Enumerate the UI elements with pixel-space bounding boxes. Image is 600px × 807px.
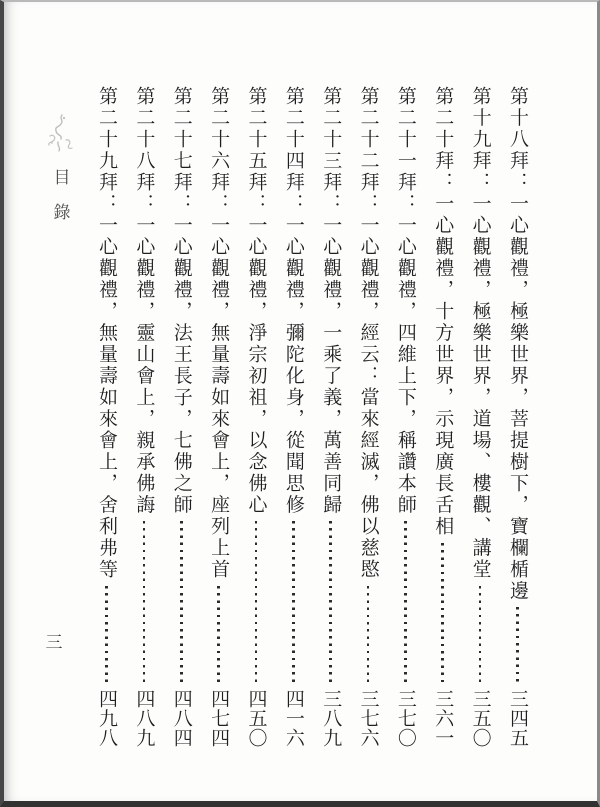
toc-leader-dots (105, 586, 108, 684)
toc-entry (505, 86, 530, 747)
toc-entry-page-number: 四一六 (282, 688, 304, 747)
toc-entry (169, 86, 194, 747)
toc-leader-dots (367, 586, 370, 684)
toc-entry-page-number: 三七六 (357, 688, 379, 747)
toc-entry (131, 86, 156, 747)
section-heading-area (40, 112, 80, 238)
toc-entry-page-number: 三五〇 (469, 688, 491, 747)
toc-entry-label: 第二十八拜：一心觀禮，靈山會上，親承佛誨 (133, 86, 155, 516)
toc-entry-page-number: 四八四 (170, 688, 192, 747)
toc-entry-page-number: 四七四 (208, 688, 230, 747)
toc-entry-page-number: 四五〇 (245, 688, 267, 747)
toc-entry-page-number: 三八九 (320, 688, 342, 747)
toc-leader-dots (479, 586, 482, 684)
toc-entry (281, 86, 306, 747)
toc-list (94, 86, 530, 747)
folio-page-number: 三 (45, 633, 63, 652)
section-title: 目錄 (50, 168, 70, 238)
toc-entry-page-number: 四八九 (133, 688, 155, 747)
toc-leader-dots (441, 543, 444, 684)
toc-leader-dots (255, 521, 258, 684)
toc-entry-label: 第二十九拜：一心觀禮，無量壽如來會上，舍利弗等 (96, 86, 118, 581)
toc-leader-dots (217, 586, 220, 684)
toc-entry-page-number: 三七〇 (394, 688, 416, 747)
calligraphy-stamp-icon (44, 112, 76, 154)
toc-entry (430, 86, 455, 747)
toc-entry-page-number: 三四五 (507, 688, 528, 747)
toc-entry-label: 第二十拜：一心觀禮，十方世界，示現廣長舌相 (432, 86, 454, 538)
toc-entry-label: 第二十六拜：一心觀禮，無量壽如來會上，座列上首 (208, 86, 230, 581)
toc-entry-label: 第二十二拜：一心觀禮，經云：當來經滅，佛以慈愍 (357, 86, 379, 581)
toc-leader-dots (329, 521, 332, 684)
toc-entry (356, 86, 381, 747)
toc-leader-dots (516, 607, 519, 684)
toc-entry-label: 第十九拜：一心觀禮，極樂世界，道場、樓觀、講堂 (469, 86, 491, 581)
toc-leader-dots (292, 521, 295, 684)
toc-entry-page-number: 四九八 (96, 688, 118, 747)
toc-leader-dots (404, 521, 407, 684)
toc-entry (318, 86, 343, 747)
toc-entry-label: 第二十五拜：一心觀禮，淨宗初祖，以念佛心 (245, 86, 267, 516)
toc-entry (243, 86, 268, 747)
toc-leader-dots (180, 521, 183, 684)
toc-entry-label: 第二十三拜：一心觀禮，一乘了義，萬善同歸 (320, 86, 342, 516)
toc-entry-label: 第十八拜：一心觀禮，極樂世界，菩提樹下，寶欄楯邊 (507, 86, 528, 602)
toc-entry (206, 86, 231, 747)
toc-leader-dots (143, 521, 146, 684)
toc-entry (94, 86, 119, 747)
toc-entry-label: 第二十七拜：一心觀禮，法王長子，七佛之師 (170, 86, 192, 516)
toc-entry-label: 第二十一拜：一心觀禮，四維上下，稱讚本師 (394, 86, 416, 516)
toc-entry-page-number: 三六一 (432, 688, 454, 747)
toc-entry-label: 第二十四拜：一心觀禮，彌陀化身，從聞思修 (282, 86, 304, 516)
toc-entry (468, 86, 493, 747)
toc-entry (393, 86, 418, 747)
